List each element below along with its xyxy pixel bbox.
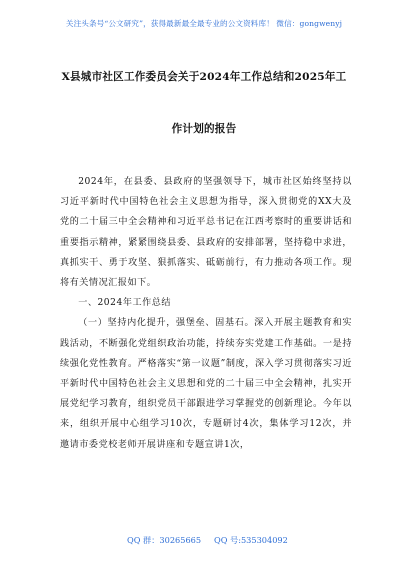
- qq-number: QQ 号:535304092: [214, 535, 288, 545]
- section-heading: 一、2024年工作总结: [78, 298, 172, 309]
- paragraph-intro: 2024年，在县委、县政府的坚强领导下，城市社区始终坚持以习近平新时代中国特色社会主义思想为指导，深入贯彻党的XX大及党的二十届三中全会精神和习近平总书记在江西考察时的重要讲话和重要指示精神，紧紧围绕县委、县政府的安排部署，坚持稳中求进，真抓实干、勇于攻坚、狠抓落实、砥砺前行，有力推动各项工作。现将有关情况汇报如下。: [60, 177, 352, 289]
- document-body: [60, 172, 352, 455]
- paragraph-section-1: （一）坚持内化提升，强堡垒、固基石。深入开展主题教育和实践活动，不断强化党组织政治功能，持续夯实党建工作基础。一是持续强化党性教育。严格落实“第一议题”制度，深入学习贯彻落实习近平新时代中国特色社会主义思想和党的二十届三中全会精神，扎实开展党纪学习教育，组织党员干部跟进学习掌握党的创新理论。今年以来，组织开展中心组学习10次，专题研讨4次，集体学习12次，并邀请市委党校老师开展讲座和专题宣讲1次，: [60, 318, 352, 450]
- document-title-line-1: X县城市社区工作委员会关于2024年工作总结和2025年工: [61, 71, 347, 83]
- qq-group: QQ 群：30265665: [127, 535, 202, 545]
- document-title-line-2: 作计划的报告: [171, 123, 237, 135]
- header-banner: 关注头条号“公文研究”，获得最新最全最专业的公文资料库！ 微信：gongwenyj: [65, 19, 343, 28]
